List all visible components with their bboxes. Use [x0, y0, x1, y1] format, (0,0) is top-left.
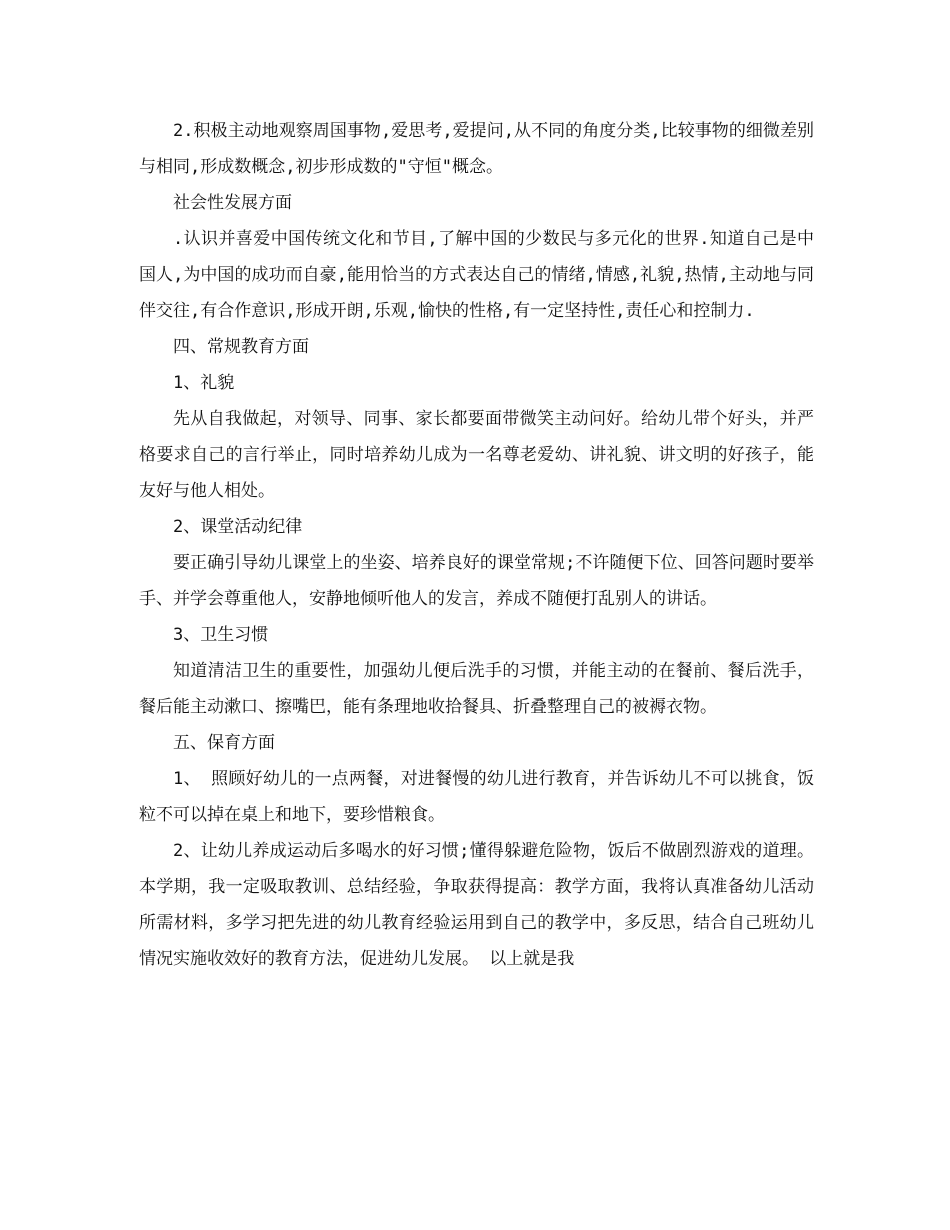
- subheading-manners: 1、礼貌: [173, 373, 235, 393]
- paragraph-childcare-exercise: 2、让幼儿养成运动后多喝水的好习惯;懂得躲避危险物，饭后不做剧烈游戏的道理。 本学期，我一定吸取教训、总结经验，争取获得提高：教学方面，我将认真准备幼儿活动所需材料，多学习把先进的幼儿教育经验运用到自己的教学中，多反思，结合自己班幼儿情况实施收效好的教育方法，促进幼儿发展。 以上就是我: [139, 841, 814, 969]
- subheading-hygiene-habits: 3、卫生习惯: [173, 625, 269, 645]
- paragraph-childcare-meals: 1、 照顾好幼儿的一点两餐，对进餐慢的幼儿进行教育，并告诉幼儿不可以挑食，饭粒不可以掉在桌上和地下，要珍惜粮食。: [139, 769, 814, 825]
- heading-routine-education: 四、常规教育方面: [173, 337, 309, 357]
- subheading-classroom-discipline: 2、课堂活动纪律: [173, 517, 303, 537]
- paragraph-cognitive-goal: 2.积极主动地观察周国事物,爱思考,爱提问,从不同的角度分类,比较事物的细微差别与相同,形成数概念,初步形成数的"守恒"概念。: [139, 121, 814, 177]
- document-body: [139, 113, 814, 977]
- paragraph-social-goal: .认识并喜爱中国传统文化和节目,了解中国的少数民与多元化的世界.知道自己是中国人,为中国的成功而自豪,能用恰当的方式表达自己的情绪,情感,礼貌,热情,主动地与同伴交往,有合作意识,形成开朗,乐观,愉快的性格,有一定坚持性,责任心和控制力.: [139, 229, 814, 321]
- heading-childcare: 五、保育方面: [173, 733, 275, 753]
- paragraph-classroom-discipline: 要正确引导幼儿课堂上的坐姿、培养良好的课堂常规;不许随便下位、回答问题时要举手、并学会尊重他人，安静地倾听他人的发言，养成不随便打乱别人的讲话。: [139, 553, 814, 609]
- paragraph-manners: 先从自我做起，对领导、同事、家长都要面带微笑主动问好。给幼儿带个好头，并严格要求自己的言行举止，同时培养幼儿成为一名尊老爱幼、讲礼貌、讲文明的好孩子，能友好与他人相处。: [139, 409, 814, 501]
- heading-social-development: 社会性发展方面: [173, 193, 292, 213]
- paragraph-hygiene-habits: 知道清洁卫生的重要性，加强幼儿便后洗手的习惯，并能主动的在餐前、餐后洗手，餐后能主动漱口、擦嘴巴，能有条理地收拾餐具、折叠整理自己的被褥衣物。: [139, 661, 814, 717]
